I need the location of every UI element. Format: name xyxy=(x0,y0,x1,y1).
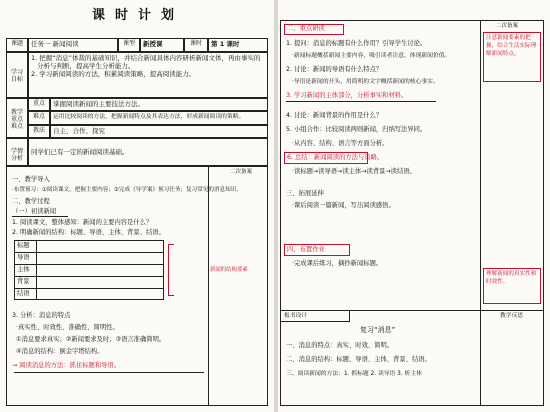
type-label: 课型 xyxy=(118,38,140,52)
goals-box xyxy=(28,52,268,98)
item-1: 1. 提问：消息的标题有什么作用？引导学生讨论。 xyxy=(286,40,427,47)
key-row-3-text: 自主、合作、探究 xyxy=(50,125,268,138)
section-5: 1. 阅读课文，整体感知：新闻的主要内容是什么？ xyxy=(12,219,153,226)
right-divider xyxy=(480,20,481,310)
goals-label: 学习目标 xyxy=(6,52,28,98)
section-1: 一、教学导入 xyxy=(12,176,50,183)
item-10: ·读标题→读导语→读主体→读背景→读结语。 xyxy=(292,168,416,175)
section-2: ·布置预习：①阅读课文，把握主要内容；②完成《导学案》预习任务；复习常见的消息知识。 xyxy=(12,187,242,193)
table-brace xyxy=(168,244,174,296)
table-row-5: 结语 xyxy=(17,290,30,297)
board-label: 板书设计 xyxy=(284,313,308,319)
table-row-1: 标题 xyxy=(17,242,30,249)
item-14: ·完成课后练习，摘抄新闻标题。 xyxy=(292,260,383,267)
course-value: 任务一 新闻阅读 xyxy=(28,38,118,52)
table-side-note: 新闻的结构要素 xyxy=(210,267,248,273)
key-label: 教学重点难点 xyxy=(6,98,28,138)
side-title: 二次备案 xyxy=(496,23,519,29)
item-9: 6. 总结：新闻阅读的方法与策略。 xyxy=(287,154,384,161)
hour-value: 第 1 课时 xyxy=(208,38,268,52)
board-title: 复习“消息” xyxy=(360,326,396,334)
sec-design-label: 二次备案 xyxy=(230,169,253,175)
note-5: → 阅读消息的方法：抓住标题和导语。 xyxy=(12,362,121,369)
item-7: 5. 小组合作：比较阅读两则新闻，归纳写法异同。 xyxy=(286,126,427,133)
type-value: 新授课 xyxy=(140,38,184,52)
key-row-3-label: 教法 xyxy=(28,125,50,138)
hour-label: 课时 xyxy=(184,38,208,52)
board-line-3: 三、阅读新闻的方法：1. 抓标题 2. 读导语 3. 析主体 xyxy=(286,371,422,377)
item-4: ·导语是新闻的开头，用简明的文字概括新闻的核心事实。 xyxy=(292,79,439,85)
underline xyxy=(12,216,68,217)
note-2: ·真实性、时效性、准确性、简明性。 xyxy=(16,324,119,331)
key-row-1-text: 掌握阅读新闻的主要技法方法。 xyxy=(50,98,268,111)
section-3: 二、教学过程 xyxy=(12,198,50,205)
item-12: ·课后阅读一篇新闻，写出阅读感悟。 xyxy=(292,202,395,209)
key-row-1-label: 重点 xyxy=(28,98,50,111)
reflect-label: 教学反思 xyxy=(500,313,524,319)
note-4: ④消息的结构：倒金字塔结构。 xyxy=(16,348,104,355)
board-line-1: 一、消息的特点：真实、时效、简明。 xyxy=(286,342,394,349)
page-title: 课时计划 xyxy=(91,8,184,23)
board-line-2: 二、消息的结构：标题、导语、主体、背景、结语。 xyxy=(286,356,431,363)
process-divider xyxy=(208,166,209,406)
note-1: 3. 分析：消息的特点 xyxy=(12,312,71,319)
item-6: 4. 讨论：新闻背景的作用是什么？ xyxy=(286,112,383,119)
key-row-2-label: 难点 xyxy=(28,111,50,125)
analysis-label: 学情分析 xyxy=(6,138,28,166)
side-note: 注意新闻要素的把握，结合生活实际理解新闻特点。 xyxy=(486,35,537,57)
item-13: 四、布置作业 xyxy=(287,246,325,253)
item-8: ·从内容、结构、语言等方面分析。 xyxy=(292,140,389,147)
key-row-2-text: 运用比较阅读的方法，把握新闻特点及其表达方法，形成新闻阅读的策略。 xyxy=(50,111,268,125)
table-row-4: 背景 xyxy=(17,278,30,285)
table-row-2: 导语 xyxy=(17,254,30,261)
side-note2: 理解新闻的真实性和时效性。 xyxy=(486,271,537,285)
goal-line-1: 1. 把握“消息”体裁的基础知识，并结合新闻具体内容研析新闻文体，再由事实的 xyxy=(31,54,261,62)
analysis-text: 同学们已有一定的新闻阅读基础。 xyxy=(28,138,268,166)
item-2: ·新闻标题概括新闻主要内容，吸引读者注意，体现新闻价值。 xyxy=(292,53,451,59)
item-11: 三、拓展延伸 xyxy=(286,190,324,197)
section-4: （一）初读新闻 xyxy=(12,208,57,215)
course-label: 课题 xyxy=(6,38,28,52)
item-3: 2. 讨论：新闻的导语有什么特点？ xyxy=(286,66,383,73)
item-5: 3. 学习新闻的主体部分，分析事实和材料。 xyxy=(286,92,408,99)
note-3: ①消息要求真实；②新闻要求及时；③语言准确简明。 xyxy=(16,336,166,343)
table-row-3: 主体 xyxy=(17,266,30,273)
book-gutter xyxy=(274,0,278,412)
section-6: 2. 明确新闻的结构：标题、导语、主体、背景、结语。 xyxy=(12,229,165,236)
goal-line-2: 分析与判断，提高学生分析能力。 xyxy=(37,62,135,70)
header-box: 二、重点研读 xyxy=(287,25,325,32)
goal-line-3: 2. 学习新闻阅读的方法，积累阅读策略，提高阅读能力。 xyxy=(31,70,196,78)
